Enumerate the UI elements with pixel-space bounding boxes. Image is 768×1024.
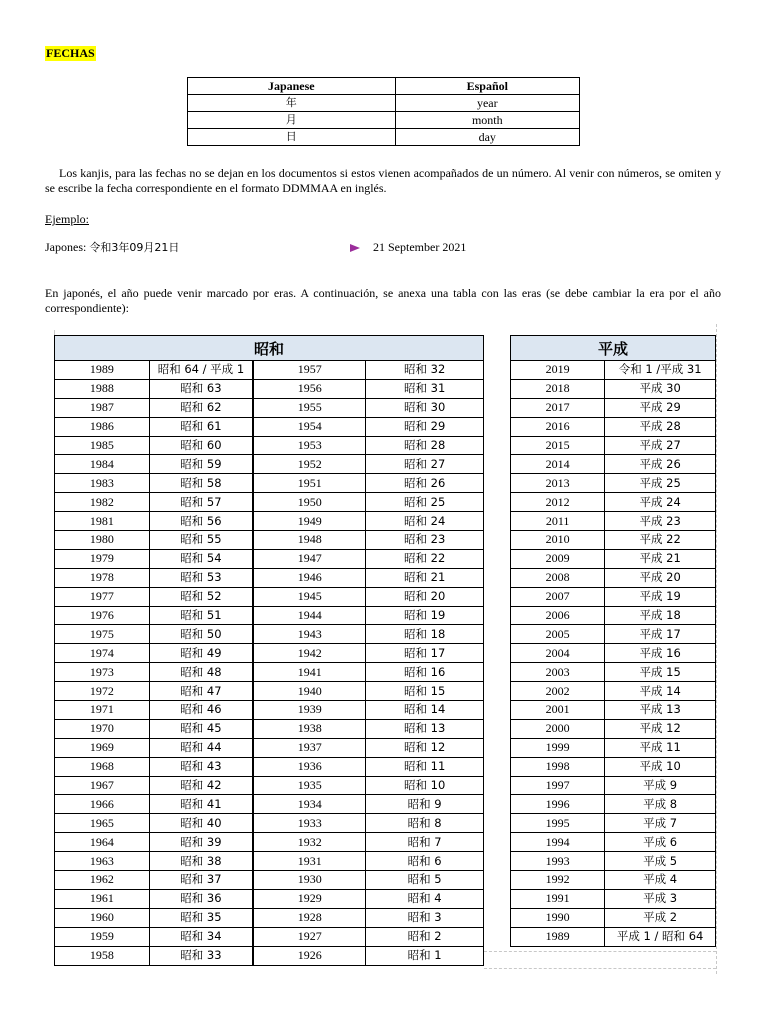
gregorian-year-cell: 1953 [253,436,366,455]
era-year-cell: 平成 26 [605,455,716,474]
heisei-era-table [510,335,716,947]
gregorian-year-cell: 2000 [511,719,605,738]
date-terms-table [187,77,580,146]
era-year-cell: 昭和 29 [366,417,484,436]
gregorian-year-cell: 1951 [253,474,366,493]
era-year-cell: 昭和 6 [366,852,484,871]
era-year-cell: 平成 30 [605,379,716,398]
gregorian-year-cell: 1981 [55,512,150,531]
era-year-cell: 昭和 15 [366,682,484,701]
gregorian-year-cell: 1989 [511,927,605,946]
era-year-cell: 平成 3 [605,889,716,908]
table-row [511,587,716,606]
table-row [511,549,716,568]
era-year-cell: 昭和 4 [366,889,484,908]
era-year-cell: 平成 14 [605,682,716,701]
gregorian-year-cell: 1973 [55,663,150,682]
table-row [511,531,716,550]
gregorian-year-cell: 1929 [253,889,366,908]
example-result: 21 September 2021 [373,240,467,254]
table-row [511,512,716,531]
table-row [55,549,484,568]
era-year-cell: 昭和 52 [149,587,253,606]
gregorian-year-cell: 1938 [253,719,366,738]
gregorian-year-cell: 1998 [511,757,605,776]
gregorian-year-cell: 2018 [511,379,605,398]
gregorian-year-cell: 1967 [55,776,150,795]
table-row [55,493,484,512]
table-row [55,606,484,625]
era-year-cell: 昭和 59 [149,455,253,474]
gregorian-year-cell: 2019 [511,361,605,380]
era-year-cell: 平成 15 [605,663,716,682]
table-row [55,531,484,550]
table-row [511,776,716,795]
showa-era-table [54,335,484,966]
gregorian-year-cell: 1969 [55,738,150,757]
table-cell: year [395,95,579,112]
table-row [55,625,484,644]
era-year-cell: 昭和 10 [366,776,484,795]
era-year-cell: 昭和 28 [366,436,484,455]
era-year-cell: 昭和 42 [149,776,253,795]
gregorian-year-cell: 1941 [253,663,366,682]
eras-paragraph: En japonés, el año puede venir marcado por eras. A continuación, se anexa una tabla con las eras (se debe cambiar la era por el año correspondiente): [45,286,721,315]
gregorian-year-cell: 2004 [511,644,605,663]
table-row [511,738,716,757]
gregorian-year-cell: 1965 [55,814,150,833]
era-year-cell: 平成 9 [605,776,716,795]
gregorian-year-cell: 2011 [511,512,605,531]
era-year-cell: 昭和 11 [366,757,484,776]
table-row [511,852,716,871]
table-row [55,663,484,682]
table-row [55,795,484,814]
gregorian-year-cell: 1974 [55,644,150,663]
column-header-espanol: Español [395,78,579,95]
gregorian-year-cell: 1964 [55,833,150,852]
era-year-cell: 昭和 50 [149,625,253,644]
table-row [511,568,716,587]
gregorian-year-cell: 2001 [511,701,605,720]
table-row [55,757,484,776]
table-row [511,719,716,738]
era-year-cell: 昭和 46 [149,701,253,720]
gregorian-year-cell: 2007 [511,587,605,606]
era-year-cell: 昭和 61 [149,417,253,436]
gregorian-year-cell: 2003 [511,663,605,682]
page-guide-line [716,324,717,974]
arrow-right-icon [200,241,362,255]
gregorian-year-cell: 1978 [55,568,150,587]
table-row [55,833,484,852]
table-row [511,493,716,512]
era-year-cell: 平成 12 [605,719,716,738]
gregorian-year-cell: 1940 [253,682,366,701]
table-row [511,398,716,417]
era-year-cell: 昭和 56 [149,512,253,531]
example-line [45,240,179,255]
gregorian-year-cell: 2014 [511,455,605,474]
gregorian-year-cell: 1999 [511,738,605,757]
era-year-cell: 昭和 64 / 平成 1 [149,361,253,380]
gregorian-year-cell: 1997 [511,776,605,795]
gregorian-year-cell: 2012 [511,493,605,512]
gregorian-year-cell: 1960 [55,908,150,927]
table-row [511,474,716,493]
table-row [55,738,484,757]
gregorian-year-cell: 1934 [253,795,366,814]
table-header-row [188,78,580,95]
era-year-cell: 昭和 62 [149,398,253,417]
era-year-cell: 昭和 17 [366,644,484,663]
era-year-cell: 昭和 19 [366,606,484,625]
era-year-cell: 昭和 60 [149,436,253,455]
era-year-cell: 平成 4 [605,871,716,890]
table-row [511,927,716,946]
era-year-cell: 平成 11 [605,738,716,757]
era-year-cell: 平成 25 [605,474,716,493]
gregorian-year-cell: 1979 [55,549,150,568]
table-row [511,833,716,852]
table-row [55,889,484,908]
era-year-cell: 昭和 43 [149,757,253,776]
gregorian-year-cell: 1948 [253,531,366,550]
era-year-cell: 昭和 18 [366,625,484,644]
era-year-cell: 平成 7 [605,814,716,833]
gregorian-year-cell: 1935 [253,776,366,795]
table-row [55,587,484,606]
gregorian-year-cell: 1959 [55,927,150,946]
gregorian-year-cell: 1931 [253,852,366,871]
gregorian-year-cell: 1992 [511,871,605,890]
table-row [188,129,580,146]
section-heading: FECHAS [46,46,95,60]
gregorian-year-cell: 2015 [511,436,605,455]
era-year-cell: 昭和 47 [149,682,253,701]
gregorian-year-cell: 1952 [253,455,366,474]
table-row [55,946,484,965]
gregorian-year-cell: 1987 [55,398,150,417]
era-year-cell: 昭和 40 [149,814,253,833]
gregorian-year-cell: 1947 [253,549,366,568]
era-year-cell: 平成 29 [605,398,716,417]
table-row [55,568,484,587]
table-row [188,112,580,129]
era-year-cell: 昭和 33 [149,946,253,965]
gregorian-year-cell: 1937 [253,738,366,757]
gregorian-year-cell: 1945 [253,587,366,606]
gregorian-year-cell: 1936 [253,757,366,776]
era-year-cell: 昭和 13 [366,719,484,738]
gregorian-year-cell: 1988 [55,379,150,398]
table-row [55,474,484,493]
gregorian-year-cell: 1968 [55,757,150,776]
gregorian-year-cell: 1982 [55,493,150,512]
gregorian-year-cell: 1961 [55,889,150,908]
era-year-cell: 平成 28 [605,417,716,436]
gregorian-year-cell: 1946 [253,568,366,587]
gregorian-year-cell: 1996 [511,795,605,814]
table-cell: 年 [188,95,396,112]
era-year-cell: 昭和 5 [366,871,484,890]
era-year-cell: 平成 22 [605,531,716,550]
era-year-cell: 昭和 22 [366,549,484,568]
gregorian-year-cell: 1962 [55,871,150,890]
gregorian-year-cell: 2013 [511,474,605,493]
gregorian-year-cell: 1971 [55,701,150,720]
table-row [55,379,484,398]
gregorian-year-cell: 1939 [253,701,366,720]
table-row [55,927,484,946]
table-row [511,908,716,927]
gregorian-year-cell: 1980 [55,531,150,550]
era-year-cell: 昭和 32 [366,361,484,380]
table-row [511,889,716,908]
gregorian-year-cell: 1986 [55,417,150,436]
gregorian-year-cell: 1993 [511,852,605,871]
table-row [55,398,484,417]
gregorian-year-cell: 1943 [253,625,366,644]
era-year-cell: 昭和 54 [149,549,253,568]
page-guide-line [484,951,716,952]
era-year-cell: 平成 21 [605,549,716,568]
era-year-cell: 昭和 30 [366,398,484,417]
era-year-cell: 昭和 38 [149,852,253,871]
table-row [55,361,484,380]
table-row [55,719,484,738]
table-row [511,417,716,436]
table-row [55,814,484,833]
gregorian-year-cell: 2002 [511,682,605,701]
gregorian-year-cell: 2006 [511,606,605,625]
era-year-cell: 昭和 27 [366,455,484,474]
table-row [511,871,716,890]
era-year-cell: 昭和 21 [366,568,484,587]
table-row [55,776,484,795]
gregorian-year-cell: 1972 [55,682,150,701]
era-year-cell: 平成 18 [605,606,716,625]
era-year-cell: 昭和 7 [366,833,484,852]
era-year-cell: 平成 16 [605,644,716,663]
gregorian-year-cell: 1975 [55,625,150,644]
era-year-cell: 平成 24 [605,493,716,512]
gregorian-year-cell: 1950 [253,493,366,512]
gregorian-year-cell: 1957 [253,361,366,380]
gregorian-year-cell: 1944 [253,606,366,625]
gregorian-year-cell: 1926 [253,946,366,965]
kanji-dates-paragraph: Los kanjis, para las fechas no se dejan en los documentos si estos vienen acompañados de un número. Al venir con números, se omiten y se escribe la fecha correspondiente en el formato DDMMAA en inglés. [45,166,721,195]
era-year-cell: 昭和 35 [149,908,253,927]
era-year-cell: 昭和 1 [366,946,484,965]
gregorian-year-cell: 1954 [253,417,366,436]
era-year-cell: 昭和 63 [149,379,253,398]
era-year-cell: 平成 19 [605,587,716,606]
era-year-cell: 昭和 55 [149,531,253,550]
era-year-cell: 昭和 44 [149,738,253,757]
era-year-cell: 昭和 39 [149,833,253,852]
gregorian-year-cell: 1983 [55,474,150,493]
gregorian-year-cell: 1976 [55,606,150,625]
gregorian-year-cell: 1984 [55,455,150,474]
era-year-cell: 昭和 8 [366,814,484,833]
heisei-table-title: 平成 [511,336,716,361]
column-header-japanese: Japanese [188,78,396,95]
era-year-cell: 昭和 49 [149,644,253,663]
era-year-cell: 平成 20 [605,568,716,587]
gregorian-year-cell: 1932 [253,833,366,852]
table-cell: month [395,112,579,129]
table-row [511,379,716,398]
era-year-cell: 平成 27 [605,436,716,455]
gregorian-year-cell: 1927 [253,927,366,946]
gregorian-year-cell: 1963 [55,852,150,871]
table-row [55,436,484,455]
gregorian-year-cell: 2008 [511,568,605,587]
era-year-cell: 昭和 26 [366,474,484,493]
gregorian-year-cell: 1977 [55,587,150,606]
era-year-cell: 昭和 16 [366,663,484,682]
table-row [188,95,580,112]
gregorian-year-cell: 1949 [253,512,366,531]
era-year-cell: 昭和 58 [149,474,253,493]
table-row [511,682,716,701]
table-row [55,852,484,871]
era-year-cell: 平成 10 [605,757,716,776]
era-year-cell: 昭和 23 [366,531,484,550]
table-row [511,644,716,663]
gregorian-year-cell: 1928 [253,908,366,927]
era-year-cell: 昭和 20 [366,587,484,606]
gregorian-year-cell: 2016 [511,417,605,436]
era-year-cell: 昭和 2 [366,927,484,946]
era-year-cell: 昭和 51 [149,606,253,625]
table-row [511,795,716,814]
gregorian-year-cell: 2009 [511,549,605,568]
era-year-cell: 昭和 3 [366,908,484,927]
era-year-cell: 平成 13 [605,701,716,720]
era-year-cell: 平成 1 / 昭和 64 [605,927,716,946]
table-row [55,644,484,663]
gregorian-year-cell: 1970 [55,719,150,738]
gregorian-year-cell: 1942 [253,644,366,663]
table-row [55,871,484,890]
table-row [55,701,484,720]
gregorian-year-cell: 1985 [55,436,150,455]
era-year-cell: 昭和 9 [366,795,484,814]
gregorian-year-cell: 1995 [511,814,605,833]
showa-table-title: 昭和 [55,336,484,361]
table-row [55,417,484,436]
table-row [55,682,484,701]
era-year-cell: 平成 5 [605,852,716,871]
gregorian-year-cell: 1955 [253,398,366,417]
era-year-cell: 令和 1 /平成 31 [605,361,716,380]
table-row [511,757,716,776]
gregorian-year-cell: 2017 [511,398,605,417]
table-row [511,606,716,625]
era-year-cell: 昭和 57 [149,493,253,512]
era-year-cell: 平成 6 [605,833,716,852]
page-guide-line [484,968,716,969]
table-row [511,663,716,682]
gregorian-year-cell: 1933 [253,814,366,833]
era-year-cell: 平成 2 [605,908,716,927]
era-year-cell: 昭和 36 [149,889,253,908]
table-row [511,436,716,455]
era-year-cell: 平成 23 [605,512,716,531]
gregorian-year-cell: 1966 [55,795,150,814]
gregorian-year-cell: 1958 [55,946,150,965]
gregorian-year-cell: 1994 [511,833,605,852]
era-year-cell: 昭和 48 [149,663,253,682]
example-prefix: Japones: [45,240,90,254]
table-cell: 月 [188,112,396,129]
example-japanese-date: 令和3年09月21日 [89,241,180,254]
era-year-cell: 昭和 31 [366,379,484,398]
gregorian-year-cell: 1991 [511,889,605,908]
table-row [511,814,716,833]
table-row [511,361,716,380]
table-row [55,455,484,474]
gregorian-year-cell: 1956 [253,379,366,398]
table-row [55,512,484,531]
era-year-cell: 昭和 14 [366,701,484,720]
era-year-cell: 昭和 34 [149,927,253,946]
example-label: Ejemplo: [45,212,89,226]
gregorian-year-cell: 1930 [253,871,366,890]
era-year-cell: 昭和 41 [149,795,253,814]
era-year-cell: 昭和 12 [366,738,484,757]
table-row [511,455,716,474]
gregorian-year-cell: 1989 [55,361,150,380]
gregorian-year-cell: 2010 [511,531,605,550]
era-year-cell: 昭和 24 [366,512,484,531]
era-year-cell: 昭和 25 [366,493,484,512]
table-cell: 日 [188,129,396,146]
table-row [511,625,716,644]
gregorian-year-cell: 2005 [511,625,605,644]
gregorian-year-cell: 1990 [511,908,605,927]
era-year-cell: 昭和 45 [149,719,253,738]
era-year-cell: 平成 17 [605,625,716,644]
table-row [511,701,716,720]
era-year-cell: 昭和 53 [149,568,253,587]
table-row [55,908,484,927]
table-cell: day [395,129,579,146]
era-year-cell: 昭和 37 [149,871,253,890]
era-year-cell: 平成 8 [605,795,716,814]
